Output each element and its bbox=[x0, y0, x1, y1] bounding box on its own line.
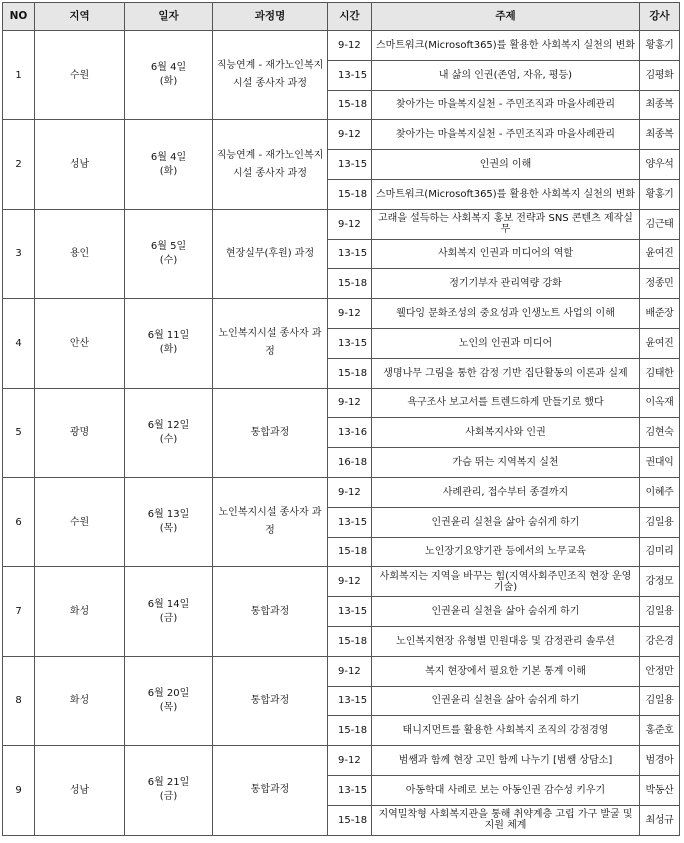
cell-time: 13-15 bbox=[328, 775, 372, 805]
cell-topic: 정기기부자 관리역량 강화 bbox=[372, 269, 640, 299]
cell-no: 7 bbox=[3, 567, 35, 656]
cell-topic: 찾아가는 마을복지실천 - 주민조직과 마을사례관리 bbox=[372, 90, 640, 120]
cell-topic: 스마트워크(Microsoft365)를 활용한 사회복지 실천의 변화 bbox=[372, 31, 640, 61]
cell-program: 통합과정 bbox=[213, 567, 328, 656]
cell-time: 15-18 bbox=[328, 537, 372, 567]
cell-time: 13-15 bbox=[328, 328, 372, 358]
cell-time: 9-12 bbox=[328, 656, 372, 686]
cell-instructor: 황홍기 bbox=[640, 179, 680, 209]
date-text: 6월 21일 bbox=[147, 777, 190, 789]
table-row bbox=[3, 299, 680, 329]
cell-program: 통합과정 bbox=[213, 656, 328, 745]
cell-program: 노인복지시설 종사자 과정 bbox=[213, 299, 328, 388]
cell-instructor: 최종복 bbox=[640, 120, 680, 150]
table-row bbox=[3, 746, 680, 776]
day-of-week-text: (수) bbox=[159, 433, 178, 445]
cell-topic: 노인의 인권과 미디어 bbox=[372, 328, 640, 358]
cell-instructor: 홍준호 bbox=[640, 716, 680, 746]
header-date: 일자 bbox=[125, 3, 213, 31]
cell-topic: 아동학대 사례로 보는 아동인권 감수성 키우기 bbox=[372, 775, 640, 805]
cell-time: 15-18 bbox=[328, 716, 372, 746]
cell-no: 5 bbox=[3, 388, 35, 477]
cell-time: 15-18 bbox=[328, 626, 372, 656]
cell-date bbox=[125, 388, 213, 477]
cell-instructor: 범경아 bbox=[640, 746, 680, 776]
cell-instructor: 이옥재 bbox=[640, 388, 680, 418]
table-row bbox=[3, 567, 680, 597]
cell-no: 3 bbox=[3, 209, 35, 298]
cell-instructor: 정종민 bbox=[640, 269, 680, 299]
cell-region: 용인 bbox=[35, 209, 125, 298]
day-of-week-text: (화) bbox=[159, 76, 178, 88]
header-program: 과정명 bbox=[213, 3, 328, 31]
cell-topic: 노인복지현장 유형별 민원대응 및 감정관리 솔루션 bbox=[372, 626, 640, 656]
cell-topic: 욕구조사 보고서를 트렌드하게 만들기로 했다 bbox=[372, 388, 640, 418]
cell-topic: 고래을 설득하는 사회복지 홍보 전략과 SNS 콘텐츠 제작실무 bbox=[372, 209, 640, 239]
header-topic: 주제 bbox=[372, 3, 640, 31]
cell-instructor: 최성규 bbox=[640, 805, 680, 835]
header-row bbox=[3, 3, 680, 31]
table-row bbox=[3, 209, 680, 239]
day-of-week-text: (금) bbox=[159, 612, 178, 624]
cell-date bbox=[125, 31, 213, 120]
cell-time: 9-12 bbox=[328, 477, 372, 507]
table-row bbox=[3, 477, 680, 507]
table-row bbox=[3, 388, 680, 418]
cell-instructor: 권대익 bbox=[640, 448, 680, 478]
cell-region: 수원 bbox=[35, 477, 125, 566]
day-of-week-text: (화) bbox=[159, 344, 178, 356]
cell-instructor: 김미리 bbox=[640, 537, 680, 567]
cell-program: 통합과정 bbox=[213, 388, 328, 477]
cell-time: 9-12 bbox=[328, 299, 372, 329]
cell-time: 16-18 bbox=[328, 448, 372, 478]
cell-topic: 인권의 이해 bbox=[372, 150, 640, 180]
day-of-week-text: (금) bbox=[159, 791, 178, 803]
cell-instructor: 김일용 bbox=[640, 507, 680, 537]
header-no: NO bbox=[3, 3, 35, 31]
cell-program: 노인복지시설 종사자 과정 bbox=[213, 477, 328, 566]
cell-region: 성남 bbox=[35, 746, 125, 835]
header-region: 지역 bbox=[35, 3, 125, 31]
cell-topic: 사회복지는 지역을 바꾸는 힘(지역사회주민조직 현장 운영 기술) bbox=[372, 567, 640, 597]
cell-instructor: 김평화 bbox=[640, 60, 680, 90]
day-of-week-text: (수) bbox=[159, 254, 178, 266]
cell-no: 8 bbox=[3, 656, 35, 745]
cell-date bbox=[125, 477, 213, 566]
cell-date bbox=[125, 656, 213, 745]
cell-date bbox=[125, 567, 213, 656]
header-time: 시간 bbox=[328, 3, 372, 31]
header-instructor: 강사 bbox=[640, 3, 680, 31]
cell-time: 9-12 bbox=[328, 120, 372, 150]
cell-region: 화성 bbox=[35, 567, 125, 656]
date-text: 6월 14일 bbox=[147, 598, 190, 610]
cell-topic: 스마트워크(Microsoft365)를 활용한 사회복지 실천의 변화 bbox=[372, 179, 640, 209]
date-text: 6월 5일 bbox=[150, 240, 187, 252]
cell-topic: 가슴 뛰는 지역복지 실천 bbox=[372, 448, 640, 478]
cell-topic: 복지 현장에서 필요한 기본 통계 이해 bbox=[372, 656, 640, 686]
cell-instructor: 최종복 bbox=[640, 90, 680, 120]
cell-time: 15-18 bbox=[328, 269, 372, 299]
cell-time: 13-15 bbox=[328, 150, 372, 180]
cell-time: 13-15 bbox=[328, 60, 372, 90]
cell-topic: 인권윤리 실천을 삶아 숨쉬게 하기 bbox=[372, 507, 640, 537]
cell-region: 화성 bbox=[35, 656, 125, 745]
cell-time: 15-18 bbox=[328, 805, 372, 835]
table-header bbox=[3, 3, 680, 31]
cell-topic: 웰다잉 문화조성의 중요성과 인생노트 사업의 이해 bbox=[372, 299, 640, 329]
cell-time: 9-12 bbox=[328, 209, 372, 239]
cell-program: 직능연계 - 재가노인복지시설 종사자 과정 bbox=[213, 31, 328, 120]
cell-date bbox=[125, 209, 213, 298]
cell-no: 4 bbox=[3, 299, 35, 388]
cell-topic: 사회복지 인권과 미디어의 역할 bbox=[372, 239, 640, 269]
cell-time: 9-12 bbox=[328, 388, 372, 418]
table-row bbox=[3, 31, 680, 61]
cell-region: 성남 bbox=[35, 120, 125, 209]
cell-no: 6 bbox=[3, 477, 35, 566]
cell-time: 13-15 bbox=[328, 686, 372, 716]
table-row bbox=[3, 656, 680, 686]
schedule-table bbox=[2, 2, 680, 836]
cell-topic: 찾아가는 마을복지실천 - 주민조직과 마을사례관리 bbox=[372, 120, 640, 150]
cell-instructor: 강정모 bbox=[640, 567, 680, 597]
cell-instructor: 배준장 bbox=[640, 299, 680, 329]
cell-instructor: 김태한 bbox=[640, 358, 680, 388]
cell-instructor: 김일용 bbox=[640, 686, 680, 716]
cell-program: 통합과정 bbox=[213, 746, 328, 835]
cell-topic: 내 삶의 인권(존엄, 자유, 평등) bbox=[372, 60, 640, 90]
cell-time: 15-18 bbox=[328, 90, 372, 120]
cell-instructor: 김현숙 bbox=[640, 418, 680, 448]
cell-program: 현장실무(후원) 과정 bbox=[213, 209, 328, 298]
cell-instructor: 이혜주 bbox=[640, 477, 680, 507]
cell-date bbox=[125, 299, 213, 388]
date-text: 6월 20일 bbox=[147, 687, 190, 699]
cell-no: 1 bbox=[3, 31, 35, 120]
cell-instructor: 윤여진 bbox=[640, 328, 680, 358]
cell-program: 직능연계 - 재가노인복지시설 종사자 과정 bbox=[213, 120, 328, 209]
cell-instructor: 강은경 bbox=[640, 626, 680, 656]
cell-date bbox=[125, 120, 213, 209]
table-body bbox=[3, 31, 680, 836]
cell-topic: 지역밀착형 사회복지관을 통해 취약계층 고립 가구 발굴 및 지원 체계 bbox=[372, 805, 640, 835]
cell-time: 13-16 bbox=[328, 418, 372, 448]
date-text: 6월 4일 bbox=[150, 151, 187, 163]
cell-time: 9-12 bbox=[328, 567, 372, 597]
cell-topic: 사례관리, 접수부터 종결까지 bbox=[372, 477, 640, 507]
cell-instructor: 양우석 bbox=[640, 150, 680, 180]
cell-instructor: 윤여진 bbox=[640, 239, 680, 269]
cell-instructor: 김근태 bbox=[640, 209, 680, 239]
date-text: 6월 12일 bbox=[147, 419, 190, 431]
cell-instructor: 황홍기 bbox=[640, 31, 680, 61]
date-text: 6월 4일 bbox=[150, 62, 187, 74]
day-of-week-text: (화) bbox=[159, 165, 178, 177]
cell-time: 15-18 bbox=[328, 358, 372, 388]
cell-topic: 인권윤리 실천을 삶아 숨쉬게 하기 bbox=[372, 686, 640, 716]
cell-topic: 생명나무 그림을 통한 감정 기반 집단활동의 이론과 실제 bbox=[372, 358, 640, 388]
cell-topic: 태니지먼트를 활용한 사회복지 조직의 강점경영 bbox=[372, 716, 640, 746]
day-of-week-text: (목) bbox=[159, 701, 178, 713]
cell-region: 안산 bbox=[35, 299, 125, 388]
cell-region: 광명 bbox=[35, 388, 125, 477]
cell-time: 9-12 bbox=[328, 746, 372, 776]
cell-date bbox=[125, 746, 213, 835]
cell-instructor: 안정만 bbox=[640, 656, 680, 686]
cell-instructor: 박동산 bbox=[640, 775, 680, 805]
cell-no: 9 bbox=[3, 746, 35, 835]
day-of-week-text: (목) bbox=[159, 523, 178, 535]
cell-topic: 사회복지사와 인권 bbox=[372, 418, 640, 448]
cell-topic: 노인장기요양기관 등에서의 노무교육 bbox=[372, 537, 640, 567]
cell-time: 13-15 bbox=[328, 597, 372, 627]
date-text: 6월 11일 bbox=[147, 330, 190, 342]
cell-time: 15-18 bbox=[328, 179, 372, 209]
cell-instructor: 김일용 bbox=[640, 597, 680, 627]
cell-region: 수원 bbox=[35, 31, 125, 120]
cell-time: 13-15 bbox=[328, 507, 372, 537]
cell-time: 13-15 bbox=[328, 239, 372, 269]
cell-topic: 범쌤과 함께 현장 고민 함께 나누기 [범쌤 상담소] bbox=[372, 746, 640, 776]
date-text: 6월 13일 bbox=[147, 509, 190, 521]
cell-topic: 인권윤리 실천을 삶아 숨쉬게 하기 bbox=[372, 597, 640, 627]
table-row bbox=[3, 120, 680, 150]
cell-no: 2 bbox=[3, 120, 35, 209]
cell-time: 9-12 bbox=[328, 31, 372, 61]
